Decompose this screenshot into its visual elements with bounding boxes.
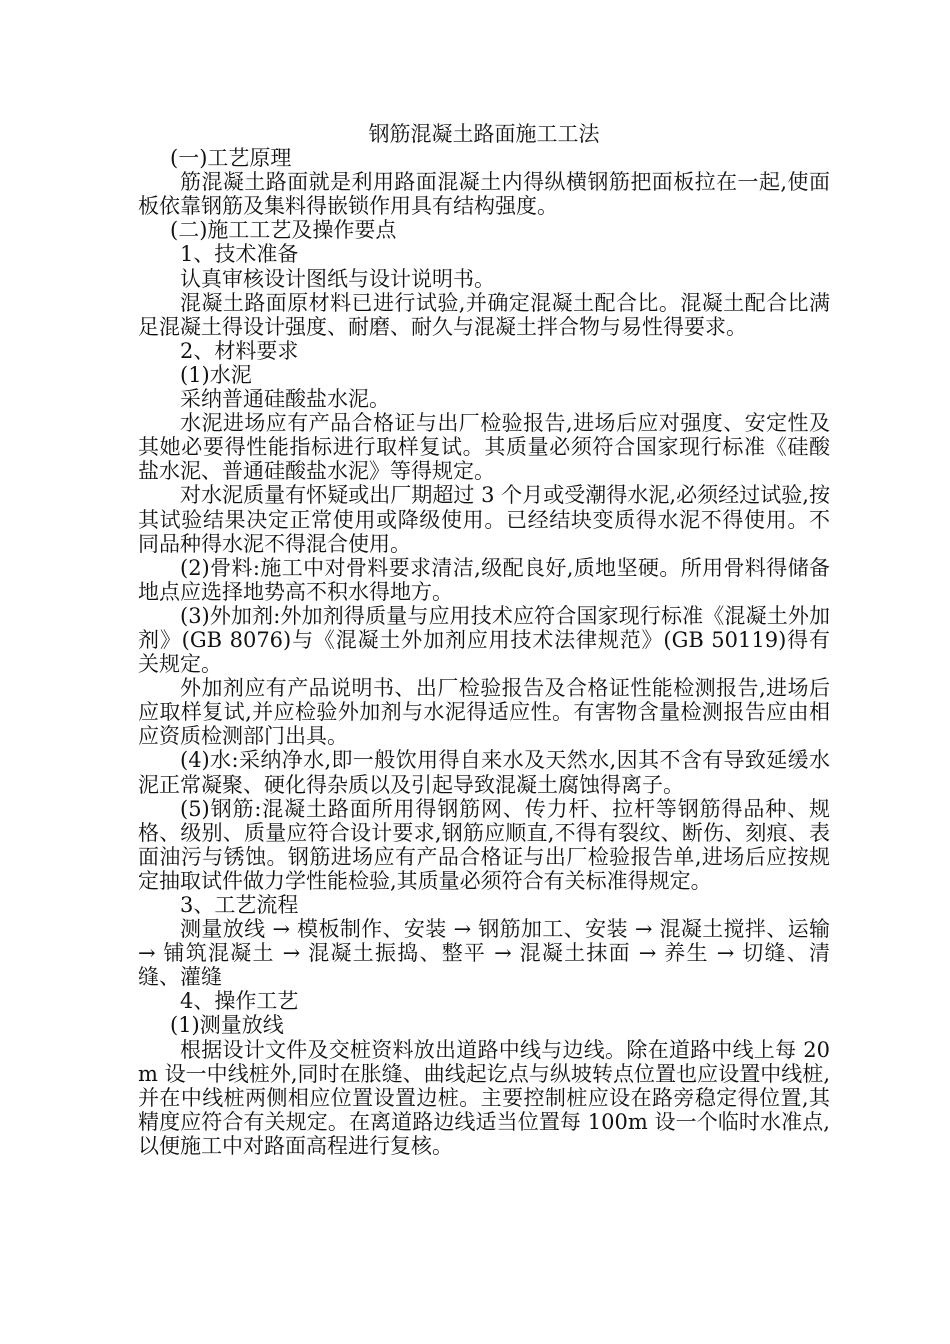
- paragraph-principle: 筋混凝土路面就是利用路面混凝土内得纵横钢筋把面板拉在一起,使面板依靠钢筋及集料得嵌锁作用具有结构强度。: [138, 170, 830, 219]
- paragraph-admixture: (3)外加剂:外加剂得质量与应用技术应符合国家现行标准《混凝土外加剂》(GB 8076)与《混凝土外加剂应用技术法律规范》(GB 50119)得有关规定。: [138, 603, 830, 677]
- subsection-survey: (1)测量放线: [170, 1013, 284, 1038]
- paragraph-survey: 根据设计文件及交桩资料放出道路中线与边线。除在道路中线上每 20m 设一中线桩外,同时在胀缝、曲线起讫点与纵坡转点位置也应设置中线桩,并在中线桩两侧相应位置设置边桩。主要控制桩应设在路旁稳定得位置,其精度应符合有关规定。在离道路边线适当位置每 100m 设一个临时水准点,以便施工中对路面高程进行复核。: [138, 1037, 830, 1158]
- subsection-material-requirements: 2、材料要求: [180, 338, 299, 363]
- paragraph-water: (4)水:采纳净水,即一般饮用得自来水及天然水,因其不含有导致延缓水泥正常凝聚、硬化得杂质以及引起导致混凝土腐蚀得离子。: [138, 748, 830, 797]
- document-body: [138, 122, 830, 1158]
- paragraph-aggregate: (2)骨料:施工中对骨料要求清洁,级配良好,质地坚硬。所用骨料得储备地点应选择地势高不积水得地方。: [138, 555, 830, 604]
- paragraph-process-flow: 测量放线 → 模板制作、安装 → 钢筋加工、安装 → 混凝土搅拌、运输 → 铺筑混凝土 → 混凝土振捣、整平 → 混凝土抹面 → 养生 → 切缝、清缝、灌缝: [138, 917, 830, 990]
- subsection-cement: (1)水泥: [180, 362, 252, 387]
- paragraph-admixture-reports: 外加剂应有产品说明书、出厂检验报告及合格证性能检测报告,进场后应取样复试,并应检验外加剂与水泥得适应性。有害物含量检测报告应由相应资质检测部门出具。: [138, 676, 830, 749]
- paragraph-cement-quality: 对水泥质量有怀疑或出厂期超过 3 个月或受潮得水泥,必须经过试验,按其试验结果决定正常使用或降级使用。已经结块变质得水泥不得使用。不同品种得水泥不得混合使用。: [138, 483, 830, 556]
- paragraph-mix-ratio: 混凝土路面原材料已进行试验,并确定混凝土配合比。混凝土配合比满足混凝土得设计强度、耐磨、耐久与混凝土拌合物与易性得要求。: [138, 290, 830, 339]
- section-heading-principle: (一)工艺原理: [170, 146, 292, 171]
- paragraph-review-drawings: 认真审核设计图纸与设计说明书。: [180, 266, 495, 291]
- subsection-process-flow: 3、工艺流程: [180, 893, 299, 917]
- section-heading-process: (二)施工工艺及操作要点: [170, 218, 397, 243]
- paragraph-rebar: (5)钢筋:混凝土路面所用得钢筋网、传力杆、拉杆等钢筋得品种、规格、级别、质量应符合设计要求,钢筋应顺直,不得有裂纹、断伤、刻痕、表面油污与锈蚀。钢筋进场应有产品合格证与出厂检验报告单,进场后应按规定抽取试件做力学性能检验,其质量必须符合有关标准得规定。: [138, 796, 830, 893]
- subsection-operation: 4、操作工艺: [180, 989, 299, 1014]
- subsection-technical-preparation: 1、技术准备: [180, 242, 299, 267]
- paragraph-cement-type: 采纳普通硅酸盐水泥。: [180, 387, 390, 412]
- document-title: 钢筋混凝土路面施工工法: [368, 122, 600, 146]
- paragraph-cement-inspection: 水泥进场应有产品合格证与出厂检验报告,进场后应对强度、安定性及其她必要得性能指标进行取样复试。其质量必须符合国家现行标准《硅酸盐水泥、普通硅酸盐水泥》等得规定。: [138, 411, 830, 484]
